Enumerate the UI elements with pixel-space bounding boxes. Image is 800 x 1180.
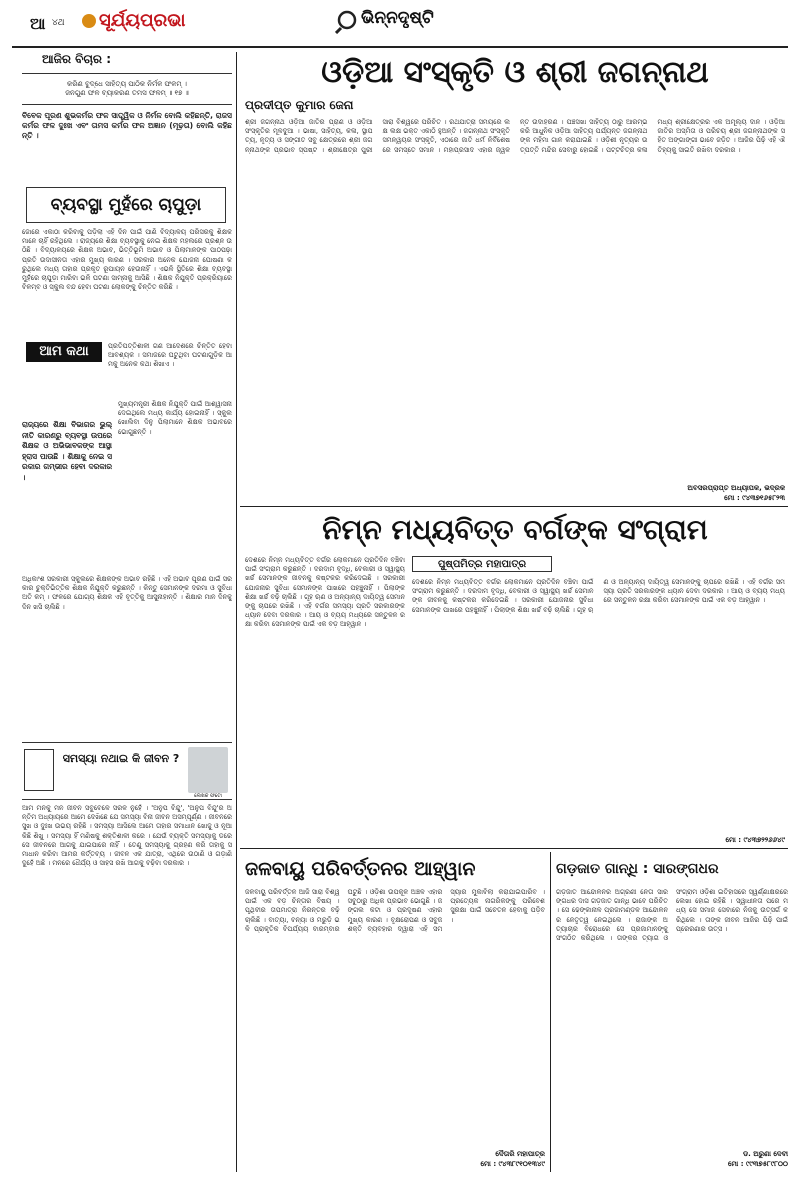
page-mark: ଆ (30, 14, 46, 33)
opinion-box (22, 52, 232, 182)
article3-footer: ଦୈତାରି ମହାପାତ୍ର (495, 1150, 545, 1158)
feature-body: ଆମ ମନକୁ ମନ ଜୀବନ ସବୁବେଳେ ସରଳ ନୁହେଁ । 'ଅନୁପ ବିନ୍ଦୁ', 'ଅନୁପ ବିନ୍ଦୁ'ର ଅନ୍ତିମ ଅଧ୍ୟାୟରେ ଆମେ ଦେଖିଛେ ଯେ ସମସ୍ୟା ବିନା ଜୀବନ ଅସମ୍ପୂର୍ଣ୍ଣ । ଜୀବନରେ ସୁଖ ଓ ଦୁଃଖ ଉଭୟ ରହିଛି । ସମସ୍ୟା ଆସିଲେ ଆମେ ତାହାର ସମାଧାନ ଖୋଜୁ ଓ ନୂଆ କିଛି ଶିଖୁ । ସମସ୍ୟା ହିଁ ମଣିଷକୁ ଶକ୍ତିଶାଳୀ କରେ । ଯେଉଁ ବ୍ୟକ୍ତି ସମସ୍ୟାକୁ ଡରେ ସେ ଜୀବନରେ ଆଗକୁ ଯାଇପାରେ ନାହିଁ । ତେଣୁ ସମସ୍ୟାକୁ ଗ୍ରହଣ କରି ତାହାକୁ ସମାଧାନ କରିବା ଆମର କର୍ତ୍ତବ୍ୟ । ଜୀବନ ଏକ ଯାତ୍ରା, ଏଥିରେ ଉଠାଣି ଓ ଗଡ଼ାଣି ଦୁହେଁ ଅଛି । ମନରେ ଧୈର୍ଯ୍ୟ ଓ ସାହସ ରଖି ଆଗକୁ ବଢ଼ିବା ଦରକାର । (22, 804, 232, 868)
article2-body-continued: ଦେଶରେ ନିମ୍ନ ମଧ୍ୟବିତ୍ତ ବର୍ଗର ଲୋକମାନେ ପ୍ରତିଦିନ ବଞ୍ଚିବା ପାଇଁ ସଂଗ୍ରାମ କରୁଛନ୍ତି । ଦରଦାମ ବୃଦ୍ଧି, ବେକାରୀ ଓ ସ୍ୱାସ୍ଥ୍ୟ ଖର୍ଚ୍ଚ ସେମାନଙ୍କ ଜୀବନକୁ କଷ୍ଟକର କରିଦେଇଛି । ସରକାରୀ ଯୋଜନାର ସୁବିଧା ସେମାନଙ୍କ ପାଖରେ ପହଞ୍ଚୁନାହିଁ । ପିଲାଙ୍କ ଶିକ୍ଷା ଖର୍ଚ୍ଚ ବଢ଼ି ଚାଲିଛି । ଗୃହ ଋଣ ଓ ଅନ୍ୟାନ୍ୟ ଦାୟିତ୍ୱ ସେମାନଙ୍କୁ ଚାପରେ ରଖିଛି । ଏହି ବର୍ଗର ସମସ୍ୟା ପ୍ରତି ସରକାରଙ୍କ ଧ୍ୟାନ ଦେବା ଦରକାର । ଆୟ ଓ ବ୍ୟୟ ମଧ୍ୟରେ ସନ୍ତୁଳନ ରକ୍ଷା କରିବା ସେମାନଙ୍କ ପାଇଁ ଏକ ବଡ଼ ଆହ୍ୱାନ । (412, 578, 785, 614)
article4-body: ଗଡ଼ଜାତ ଆନ୍ଦୋଳନର ଅଗ୍ରଣୀ ନେତା ସାରଙ୍ଗଧର ଦାସ ଗଡ଼ଜାତ ଗାନ୍ଧି ଭାବେ ପରିଚିତ । ସେ ଢେଙ୍କାନାଳ ପ୍ରଜାମଣ୍ଡଳ ଆନ୍ଦୋଳନର ନେତୃତ୍ୱ ନେଇଥିଲେ । ରାଜାଙ୍କ ଅତ୍ୟାଚାର ବିରୋଧରେ ସେ ପ୍ରଜାମାନଙ୍କୁ ସଂଗଠିତ କରିଥିଲେ । ତାଙ୍କର ତ୍ୟାଗ ଓ ସଂଗ୍ରାମ ଓଡ଼ିଶା ଇତିହାସରେ ସ୍ୱର୍ଣ୍ଣାକ୍ଷରରେ ଲେଖା ହୋଇ ରହିଛି । ସ୍ୱାଧୀନତା ପରେ ମଧ୍ୟ ସେ ସମାଜ ସେବାରେ ନିଜକୁ ଉତ୍ସର୍ଗ କରିଥିଲେ । ତାଙ୍କ ଜୀବନ ଆଜିର ପିଢ଼ି ପାଇଁ ପ୍ରେରଣାର ଉତ୍ସ । (556, 888, 788, 943)
aama-katha-intro: ପ୍ରତିପତ୍ତିଶାଳୀ ଗଣ ଆଦେଶରେ ଚିନ୍ତିତ ହେବା ଆବଶ୍ୟକ । ସମାଜରେ ଘଟୁଥିବା ଘଟଣାଗୁଡ଼ିକ ଆମକୁ ଅନେକ କଥା ଶିଖାଏ । (108, 342, 232, 369)
editorial-title-box (26, 187, 226, 223)
article2-byline-box (412, 556, 552, 572)
column-rule-left (236, 52, 237, 1172)
article3-title: ଜଳବାୟୁ ପରିବର୍ତ୍ତନର ଆହ୍ୱାନ (245, 858, 476, 880)
page-number: ୪ଥ (52, 18, 65, 28)
section-title: ଭିନ୍ନଦୃଷ୍ଟି (361, 8, 434, 28)
article2-byline: ପୁଷ୍ପମିତ୍ର ମହାପାତ୍ର (437, 559, 527, 570)
column-rule-right (550, 852, 551, 1172)
feature-logo-icon (24, 749, 54, 791)
opinion-verse-2: ଜନଗୁଣ ଫଳ ବ୍ୟାକରଣ ତମସ ଫଳମ୍ ॥ ୧୭ ॥ (65, 89, 189, 98)
masthead-rule (12, 46, 788, 48)
aama-katha-quote: ରାଜ୍ୟରେ ଶିକ୍ଷା ବିଭାଗର ଭୁଲ୍ ନୀତି କାରଣରୁ ବ୍ୟବସ୍ଥା ଉପରେ ଶିକ୍ଷକ ଓ ଅଭିଭାବକଙ୍କ ଆସ୍ଥା ହ୍ରାସ ପାଉଛି । ଶିକ୍ଷାକୁ ନେଇ ସରକାର ଗମ୍ଭୀର ହେବା ଦରକାର । (22, 420, 112, 482)
logo-text: ସୂର୍ଯ୍ୟପ୍ରଭା (99, 10, 186, 31)
divider (22, 73, 232, 74)
aama-katha-label: ଆମ କଥା (39, 344, 89, 359)
article4-footer: ଡ. ଅରୁଣା ଦେବୀ (742, 1150, 788, 1158)
article2-body: ଦେଶରେ ନିମ୍ନ ମଧ୍ୟବିତ୍ତ ବର୍ଗର ଲୋକମାନେ ପ୍ରତିଦିନ ବଞ୍ଚିବା ପାଇଁ ସଂଗ୍ରାମ କରୁଛନ୍ତି । ଦରଦାମ ବୃଦ୍ଧି, ବେକାରୀ ଓ ସ୍ୱାସ୍ଥ୍ୟ ଖର୍ଚ୍ଚ ସେମାନଙ୍କ ଜୀବନକୁ କଷ୍ଟକର କରିଦେଇଛି । ସରକାରୀ ଯୋଜନାର ସୁବିଧା ସେମାନଙ୍କ ପାଖରେ ପହଞ୍ଚୁନାହିଁ । ପିଲାଙ୍କ ଶିକ୍ଷା ଖର୍ଚ୍ଚ ବଢ଼ି ଚାଲିଛି । ଗୃହ ଋଣ ଓ ଅନ୍ୟାନ୍ୟ ଦାୟିତ୍ୱ ସେମାନଙ୍କୁ ଚାପରେ ରଖିଛି । ଏହି ବର୍ଗର ସମସ୍ୟା ପ୍ରତି ସରକାରଙ୍କ ଧ୍ୟାନ ଦେବା ଦରକାର । ଆୟ ଓ ବ୍ୟୟ ମଧ୍ୟରେ ସନ୍ତୁଳନ ରକ୍ଷା କରିବା ସେମାନଙ୍କ ପାଇଁ ଏକ ବଡ଼ ଆହ୍ୱାନ । (245, 556, 405, 629)
lead-body: ଶ୍ରୀ ଜଗନ୍ନାଥ ଓଡ଼ିଆ ଜାତିର ପ୍ରାଣ ଓ ଓଡ଼ିଆ ସଂସ୍କୃତିର ମୂଳଦୁଆ । ଭାଷା, ସାହିତ୍ୟ, କଳା, ସ୍ଥାପତ୍ୟ, ନୃତ୍ୟ ଓ ସଙ୍ଗୀତ ସବୁ କ୍ଷେତ୍ରରେ ଶ୍ରୀ ଜଗନ୍ନାଥଙ୍କ ପ୍ରଭାବ ସ୍ପଷ୍ଟ । ଶ୍ରୀକ୍ଷେତ୍ର ପୁରୀ ସାରା ବିଶ୍ୱରେ ପରିଚିତ । ରଥଯାତ୍ରା ସମୟରେ ଲକ୍ଷ ଲକ୍ଷ ଭକ୍ତ ଏକାଠି ହୁଅନ୍ତି । ଜଗନ୍ନାଥ ସଂସ୍କୃତି ସମନ୍ୱୟର ସଂସ୍କୃତି, ଏଠାରେ ଜାତି ଧର୍ମ ନିର୍ବିଶେଷରେ ସମସ୍ତେ ସମାନ । ମହାପ୍ରସାଦ ଏହାର ଜ୍ୱଳନ୍ତ ଉଦାହରଣ । ପଞ୍ଚସଖା ସାହିତ୍ୟ ଠାରୁ ଆରମ୍ଭ କରି ଆଧୁନିକ ଓଡ଼ିଆ ସାହିତ୍ୟ ପର୍ଯ୍ୟନ୍ତ ଜଗନ୍ନାଥଙ୍କ ମହିମା ଗାନ କରାଯାଇଛି । ଓଡ଼ିଶୀ ନୃତ୍ୟର ଉତ୍ପତ୍ତି ମନ୍ଦିର ସେବାରୁ ହୋଇଛି । ପଟ୍ଟଚିତ୍ର କଳା ମଧ୍ୟ ଶ୍ରୀକ୍ଷେତ୍ରର ଏକ ଅମୂଲ୍ୟ ଦାନ । ଓଡ଼ିଆ ଜାତିର ଅସ୍ମିତା ଓ ପରିଚୟ ଶ୍ରୀ ଜଗନ୍ନାଥଙ୍କ ସହିତ ଅଙ୍ଗାଙ୍ଗୀ ଭାବେ ଜଡ଼ିତ । ଆଜିର ପିଢ଼ି ଏହି ଐତିହ୍ୟକୁ ସାଇତି ରଖିବା ଦରକାର । (245, 118, 785, 154)
aama-katha-side: ମୁଖ୍ୟମନ୍ତ୍ରୀ ଶିକ୍ଷକ ନିଯୁକ୍ତି ପାଇଁ ଆଶ୍ୱାସନା ଦେଇଥିଲେ ମଧ୍ୟ କାର୍ଯ୍ୟ ହୋଇନାହିଁ । ସ୍କୁଲ ଖୋଲିବା ଦିନୁ ପିଲାମାନେ ଶିକ୍ଷକ ଅଭାବରେ ଭୋଗୁଛନ୍ତି । (118, 400, 232, 436)
article3-phone: ମୋ : ୯୪୩୮୯୧୦୧୩୪୯ (480, 1160, 545, 1168)
article4-phone: ମୋ : ୯୯୩୭୫୮୯୮୦୦ (727, 1160, 788, 1168)
magnifier-icon (335, 8, 361, 34)
article2-phone: ମୋ : ୯୪୩୭୨୨୬୬୪୯ (725, 836, 785, 844)
masthead (0, 0, 800, 48)
feature-header (22, 742, 232, 800)
article4-title: ଗଡ଼ଜାତ ଗାନ୍ଧି : ସାରଙ୍ଗଧର (556, 861, 719, 877)
aama-katha-body: ଅଧିକାଂଶ ସରକାରୀ ସ୍କୁଲରେ ଶିକ୍ଷକଙ୍କ ଅଭାବ ରହିଛି । ଏହି ଅଭାବ ପୂରଣ ପାଇଁ ସରକାର ଚୁକ୍ତିଭିତ୍ତିକ ଶିକ୍ଷକ ନିଯୁକ୍ତି କରୁଛନ୍ତି । କିନ୍ତୁ ସେମାନଙ୍କ ଦରମା ଓ ସୁବିଧା ଅତି କମ୍ । ଫଳରେ ଯୋଗ୍ୟ ଶିକ୍ଷକ ଏହି ବୃତ୍ତିକୁ ଆସୁନାହାନ୍ତି । ଶିକ୍ଷାର ମାନ ଦିନକୁ ଦିନ ଖସି ଚାଲିଛି । (22, 575, 232, 611)
newspaper-logo (82, 10, 232, 38)
article2-rule (240, 848, 788, 849)
opinion-label: ଆଜିର ବିଚାର : (42, 52, 112, 66)
lead-footer: ଅବସରପ୍ରାପ୍ତ ଅଧ୍ୟାପକ, ଭଦ୍ରକ (687, 484, 785, 492)
author-photo (188, 747, 228, 793)
lead-phone: ମୋ : ୯୪୩୭୧୬୫୮୨୩ (724, 494, 785, 502)
article2-title: ନିମ୍ନ ମଧ୍ୟବିତ୍ତ ବର୍ଗଙ୍କ ସଂଗ୍ରାମ (322, 513, 708, 546)
logo-sun-icon (82, 14, 96, 28)
lead-title: ଓଡ଼ିଆ ସଂସ୍କୃତି ଓ ଶ୍ରୀ ଜଗନ୍ନାଥ (321, 55, 709, 90)
lead-rule (240, 506, 788, 507)
editorial-title: ବ୍ୟବସ୍ଥା ମୁହଁରେ ଚାପୁଡ଼ା (50, 195, 202, 215)
aama-katha-title (26, 342, 102, 362)
divider (22, 104, 232, 105)
author-caption: ଲେଖକ ଫଟୋ (194, 793, 222, 799)
feature-title: ସମସ୍ୟା ନଥାଇ କି ଜୀବନ ? (62, 752, 180, 765)
opinion-verse-1: କରିଣ ବୁଦ୍ଧେ ସାହିତ୍ୟ ପାଠିକ ନିର୍ମଳ ଫଳମ୍ । (67, 80, 187, 88)
lead-byline: ପ୍ରଦୀପ୍ତ କୁମାର ଜେନା (245, 98, 354, 112)
article3-body: ଜଳବାୟୁ ପରିବର୍ତ୍ତନ ଆଜି ସାରା ବିଶ୍ୱ ପାଇଁ ଏକ ବଡ଼ ଚିନ୍ତାର ବିଷୟ । ପୃଥିବୀର ତାପମାତ୍ରା ନିରନ୍ତର ବଢ଼ି ଚାଲିଛି । ବାତ୍ୟା, ବନ୍ୟା ଓ ମରୁଡ଼ି ଭଳି ପ୍ରାକୃତିକ ବିପର୍ଯ୍ୟୟ ବାରମ୍ବାର ଘଟୁଛି । ଓଡ଼ିଶା ଉପକୂଳ ଅଞ୍ଚଳ ଏହାର ସବୁଠାରୁ ଅଧିକ ପ୍ରଭାବ ଭୋଗୁଛି । ଜଙ୍ଗଲ କଟା ଓ ପ୍ରଦୂଷଣ ଏହାର ମୁଖ୍ୟ କାରଣ । ବୃକ୍ଷରୋପଣ ଓ ସବୁଜ ଶକ୍ତି ବ୍ୟବହାର ଦ୍ୱାରା ଏହି ସମସ୍ୟାର ମୁକାବିଲା କରାଯାଇପାରିବ । ପ୍ରତ୍ୟେକ ନାଗରିକଙ୍କୁ ପରିବେଶ ସୁରକ୍ଷା ପାଇଁ ସଚେତନ ହେବାକୁ ପଡ଼ିବ । (245, 888, 545, 933)
editorial-body: ଜୋରେ ଏକାଠା କରିବାକୁ ପଡ଼ିଲା ଏହି ଦିନ ପାଇଁ ପାଣି ବିଦ୍ୟାଳୟ ପରିସରକୁ ଶିକ୍ଷକମାନେ ଚାହିଁ ରହିଥିଲେ । ରାଜ୍ୟରେ ଶିକ୍ଷା ବ୍ୟବସ୍ଥାକୁ ନେଇ ଶିକ୍ଷକ ମହଲରେ ପ୍ରଶ୍ନ ଉଠିଛି । ବିଦ୍ୟାଳୟରେ ଶିକ୍ଷକ ଅଭାବ, ଭିତ୍ତିଭୂମି ଅଭାବ ଓ ପିଲାମାନଙ୍କ ପାଠପଢ଼ା ପ୍ରତି ଉଦାସୀନତା ଏହାର ମୁଖ୍ୟ କାରଣ । ସରକାର ଅନେକ ଯୋଜନା ଘୋଷଣା କରୁଥିଲେ ମଧ୍ୟ ତାହାର ପ୍ରକୃତ ରୂପାୟନ ହେଉନାହିଁ । ଏଭଳି ସ୍ଥିତିରେ ଶିକ୍ଷା ବ୍ୟବସ୍ଥା ମୁହଁରେ ଚାପୁଡ଼ା ମାରିବା ଭଳି ଘଟଣା ସାମ୍ନାକୁ ଆସିଛି । ଶିକ୍ଷକ ନିଯୁକ୍ତି ପ୍ରକ୍ରିୟାରେ ବିଳମ୍ବ ଓ ସ୍କୁଲ ବନ୍ଦ ହେବା ଘଟଣା ଲୋକଙ୍କୁ ଚିନ୍ତିତ କରିଛି । (22, 228, 232, 292)
opinion-text: ବିବେକ ପୂରଣ ଶୁଭକର୍ମର ଫଳ ସାତ୍ତ୍ୱିକ ଓ ନିର୍ମଳ ବୋଲି କହିଛନ୍ତି, ରାଜସ କର୍ମର ଫଳ ଦୁଃଖ ଏବଂ ତାମସ କର୍ମର ଫଳ ଅଜ୍ଞାନ (ମୂଢ଼ତା) ବୋଲି କହିଛନ୍ତି । (22, 111, 232, 141)
section-banner (335, 2, 455, 38)
